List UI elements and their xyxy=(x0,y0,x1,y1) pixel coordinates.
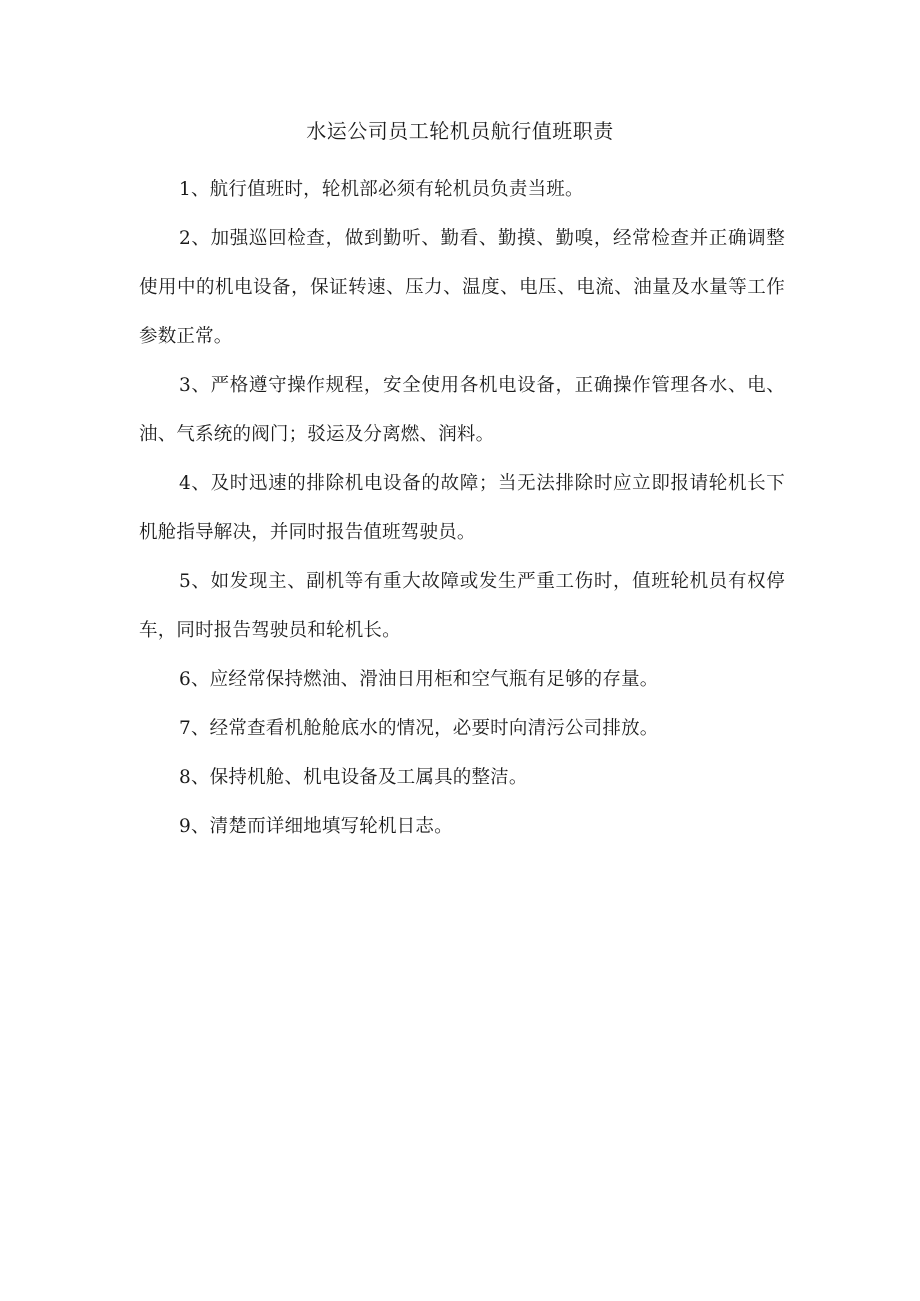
duty-item-6: 6、应经常保持燃油、滑油日用柜和空气瓶有足够的存量。 xyxy=(179,669,659,690)
duty-item-3: 3、严格遵守操作规程，安全使用各机电设备，正确操作管理各水、电、油、气系统的阀门；驳运及分离燃、润料。 xyxy=(139,375,785,445)
duty-item-1: 1、航行值班时，轮机部必须有轮机员负责当班。 xyxy=(179,179,584,200)
duty-item-7: 7、经常查看机舱舱底水的情况，必要时向清污公司排放。 xyxy=(179,718,659,739)
duty-item-4: 4、及时迅速的排除机电设备的故障；当无法排除时应立即报请轮机长下机舱指导解决，并同时报告值班驾驶员。 xyxy=(139,473,785,543)
document-title: 水运公司员工轮机员航行值班职责 xyxy=(306,119,614,143)
document-body xyxy=(139,165,785,851)
duty-item-9: 9、清楚而详细地填写轮机日志。 xyxy=(179,816,453,837)
duty-item-2: 2、加强巡回检查，做到勤听、勤看、勤摸、勤嗅，经常检查并正确调整使用中的机电设备，保证转速、压力、温度、电压、电流、油量及水量等工作参数正常。 xyxy=(139,228,785,347)
duty-item-8: 8、保持机舱、机电设备及工属具的整洁。 xyxy=(179,767,528,788)
duty-item-5: 5、如发现主、副机等有重大故障或发生严重工伤时，值班轮机员有权停车，同时报告驾驶员和轮机长。 xyxy=(139,571,785,641)
